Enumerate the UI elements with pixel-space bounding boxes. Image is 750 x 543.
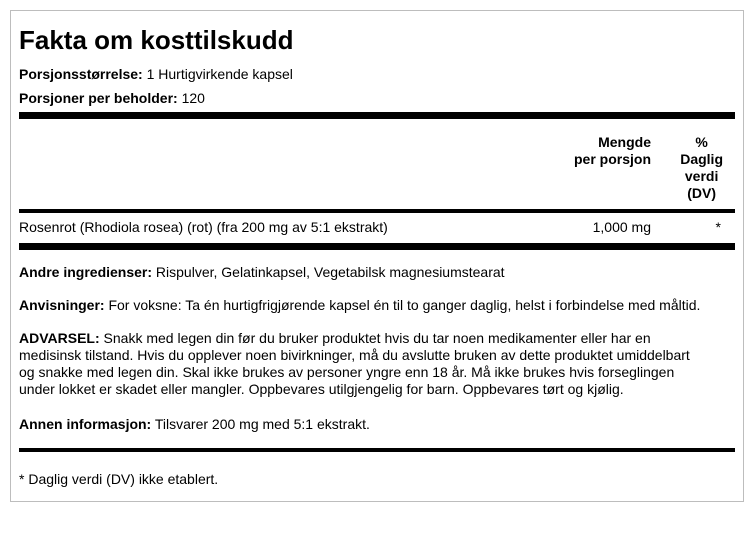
ingredient-dv: * <box>715 219 721 235</box>
footnote: * Daglig verdi (DV) ikke etablert. <box>19 471 219 487</box>
servings-per-container-line <box>19 90 205 107</box>
amount-header-line1: Mengde <box>598 134 651 150</box>
other-ingredients <box>19 264 505 281</box>
other-information <box>19 416 370 433</box>
thick-divider-2 <box>19 243 735 250</box>
warning-label: ADVARSEL: <box>19 330 100 346</box>
serving-size-line <box>19 66 293 83</box>
other-info-label: Annen informasjon: <box>19 416 152 432</box>
panel-title: Fakta om kosttilskudd <box>19 25 294 55</box>
serving-size-label: Porsjonsstørrelse: <box>19 66 143 82</box>
dv-header-line3: verdi <box>684 168 719 184</box>
directions-value: For voksne: Ta én hurtigfrigjørende kapsel én til to ganger daglig, helst i forbindelse med måltid. <box>108 297 701 313</box>
other-ingredients-value: Rispulver, Gelatinkapsel, Vegetabilsk magnesiumstearat <box>155 264 505 280</box>
ingredient-amount: 1,000 mg <box>592 219 651 235</box>
directions-label: Anvisninger: <box>19 297 105 313</box>
amount-per-serving-header <box>574 134 651 168</box>
warning <box>19 330 735 398</box>
warning-text-1: Snakk med legen din før du bruker produktet hvis du tar noen medikamenter eller har en <box>103 330 651 346</box>
supplement-facts-panel <box>10 10 744 502</box>
warning-line-1 <box>19 330 735 347</box>
dv-header-line2: Daglig <box>680 151 723 167</box>
daily-value-header <box>680 134 723 202</box>
dv-header-line4: (DV) <box>687 185 716 201</box>
other-info-value: Tilsvarer 200 mg med 5:1 ekstrakt. <box>154 416 370 432</box>
other-ingredients-label: Andre ingredienser: <box>19 264 153 280</box>
dv-header-line1: % <box>695 134 708 150</box>
amount-header-line2: per porsjon <box>573 151 651 167</box>
warning-text-4: under lokket er skadet eller mangler. Oppbevares utilgjengelig for barn. Oppbevares tørt og kjølig. <box>19 381 624 397</box>
thick-divider <box>19 112 735 119</box>
directions <box>19 297 700 314</box>
serving-size-value: 1 Hurtigvirkende kapsel <box>146 66 293 82</box>
servings-value: 120 <box>181 90 205 106</box>
footer-divider <box>19 448 735 452</box>
warning-text-3: og snakke med legen din. Skal ikke brukes av personer yngre enn 18 år. Må ikke brukes hvis forseglingen <box>19 364 675 380</box>
header-divider <box>19 209 735 213</box>
warning-text-2: medisinsk tilstand. Hvis du opplever noen bivirkninger, må du avslutte bruken av dette produktet umiddelbart <box>19 347 690 363</box>
servings-label: Porsjoner per beholder: <box>19 90 178 106</box>
ingredient-name: Rosenrot (Rhodiola rosea) (rot) (fra 200 mg av 5:1 ekstrakt) <box>19 219 388 235</box>
